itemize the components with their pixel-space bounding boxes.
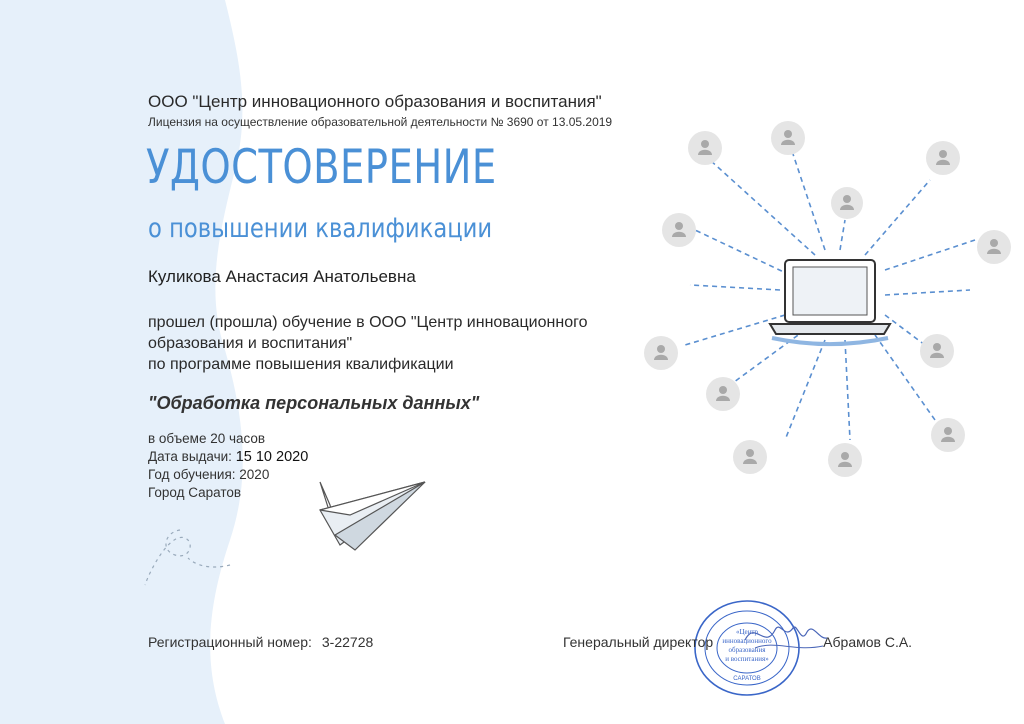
issue-date-row: [148, 448, 308, 466]
statement-line: прошел (прошла) обучение в ООО "Центр инновационного: [148, 314, 588, 331]
registration-number: [148, 634, 373, 650]
stamp-line: образования: [728, 646, 766, 654]
license-line: Лицензия на осуществление образовательной деятельности № 3690 от 13.05.2019: [148, 115, 613, 129]
statement-line: образования и воспитания": [148, 335, 353, 352]
stamp-line: «Центр: [735, 628, 759, 636]
study-year: Год обучения: 2020: [148, 467, 270, 482]
stamp-city: САРАТОВ: [733, 676, 761, 682]
program-name: "Обработка персональных данных": [148, 393, 480, 413]
stamp-line: и воспитания»: [725, 655, 769, 663]
network-illustration: [640, 110, 1024, 490]
certificate-title: УДОСТОВЕРЕНИЕ: [146, 140, 497, 195]
training-statement: [148, 312, 587, 375]
issue-date-value: 15 10 2020: [235, 449, 309, 465]
city: Город Саратов: [148, 485, 242, 500]
registration-value: 3-22728: [321, 634, 374, 650]
signatory-position: Генеральный директор: [563, 634, 714, 650]
certificate-subtitle: о повышении квалификации: [148, 213, 493, 244]
stamp-line: инновационного: [722, 637, 772, 645]
volume-hours: в объеме 20 часов: [148, 431, 266, 446]
paper-plane-icon: [140, 470, 440, 610]
laptop-icon: [770, 260, 890, 344]
signature-scribble: [735, 610, 835, 660]
issue-date-label: Дата выдачи:: [148, 449, 232, 464]
organization-name: ООО "Центр инновационного образования и воспитания": [148, 92, 602, 111]
registration-label: Регистрационный номер:: [148, 634, 312, 650]
statement-line: по программе повышения квалификации: [148, 356, 454, 373]
signatory-name: Абрамов С.А.: [823, 634, 913, 650]
recipient-name: Куликова Анастасия Анатольевна: [148, 267, 416, 286]
